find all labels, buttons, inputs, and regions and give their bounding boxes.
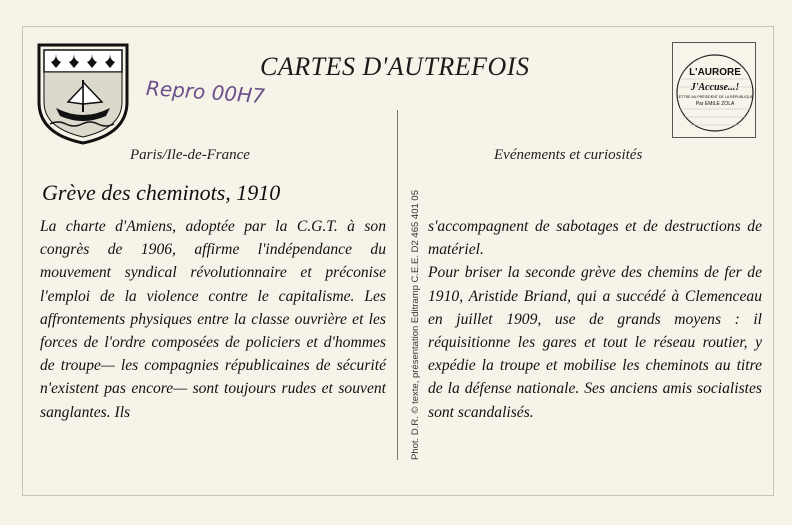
column-divider [397, 110, 398, 460]
right-paragraph-1: s'accompagnent de sabotages et de destructions de matériel. [428, 218, 762, 259]
stamp-line-4: Par EMILE ZOLA [695, 101, 735, 107]
article-heading: Grève des cheminots, 1910 [42, 180, 281, 205]
right-paragraph-2: Pour briser la seconde grève des chemins de fer de 1910, Aristide Briand, qui a succédé à Clemenceau en juillet 1909, use de grands moyens : il réquisitionne les gares et tout le réseau routier, y expédie la troupe et mobilise les cheminots au titre de la défense nationale. Ses anciens amis socialistes sont scandalisés. [428, 264, 762, 421]
left-paragraph: La charte d'Amiens, adoptée par la C.G.T. à son congrès de 1906, affirme l'indépendance du mouvement syndical révolutionnaire et préconise l'emploi de la violence contre le capitalisme. Les affrontements physiques entre la classe ouvrière et les forces de l'ordre composées de policiers et d'hommes de troupe— les compagnies républicaines de sécurité n'existent pas encore— sont toujours rudes et souvent sanglantes. Ils [40, 218, 386, 421]
handwritten-note: Repro 00H7 [145, 75, 266, 109]
aurore-stamp [672, 42, 756, 138]
category-label: Evénements et curiosités [494, 147, 643, 163]
stamp-line-3: LETTRE AU PRÉSIDENT DE LA RÉPUBLIQUE [676, 95, 754, 99]
paris-coat-of-arms-icon [36, 42, 130, 146]
left-column-text [40, 215, 386, 424]
stamp-circle-icon [673, 43, 757, 139]
stamp-line-2: J'Accuse...! [690, 82, 740, 93]
photo-credits: Phot. D.R. © texte, présentation Editramp C.E.E. D2 465 401 05 [410, 190, 421, 460]
series-title: CARTES D'AUTREFOIS [260, 52, 530, 81]
right-column-text [428, 215, 762, 424]
region-label: Paris/Ile-de-France [130, 147, 250, 163]
stamp-line-1: L'AURORE [689, 67, 741, 78]
